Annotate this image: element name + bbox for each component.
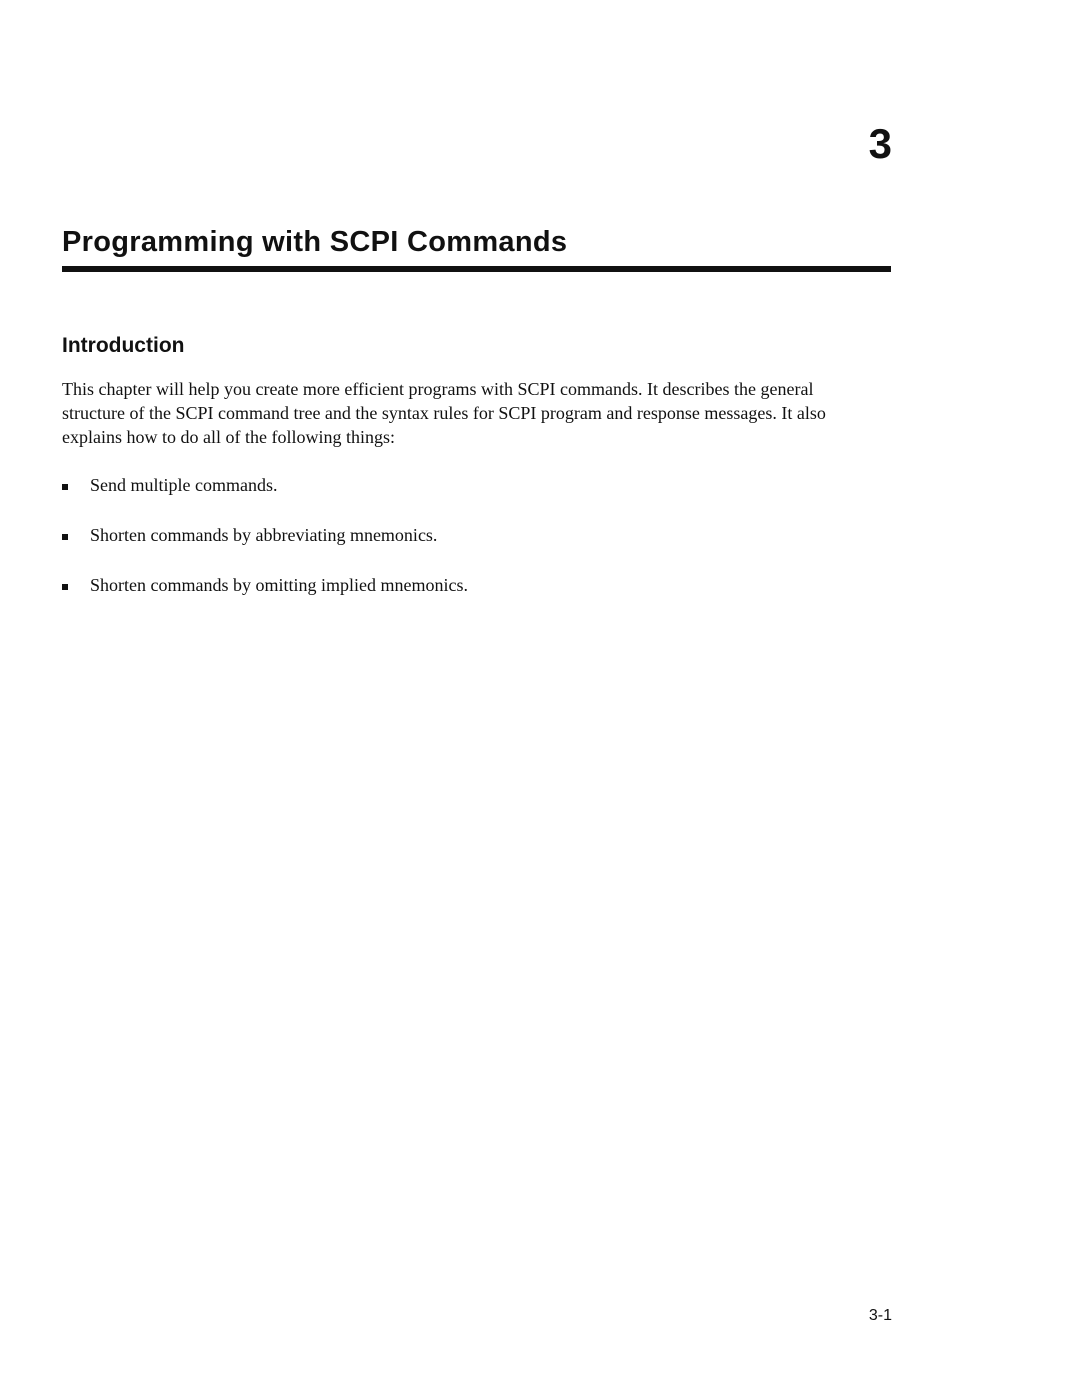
page-number: 3-1 [868, 1307, 892, 1324]
square-bullet-icon [62, 584, 68, 590]
chapter-title: Programming with SCPI Commands [62, 226, 568, 258]
title-divider [62, 266, 891, 272]
list-item-text: Shorten commands by omitting implied mnemonics. [90, 575, 468, 595]
list-item-text: Send multiple commands. [90, 475, 278, 495]
chapter-number: 3 [868, 120, 892, 167]
square-bullet-icon [62, 484, 68, 490]
intro-paragraph: This chapter will help you create more efficient programs with SCPI commands. It describes the general structure of the SCPI command tree and the syntax rules for SCPI program and response messages. It also explains how to do all of the following things: [62, 379, 826, 447]
list-item-text: Shorten commands by abbreviating mnemonics. [90, 525, 438, 545]
section-heading: Introduction [62, 334, 185, 357]
square-bullet-icon [62, 534, 68, 540]
